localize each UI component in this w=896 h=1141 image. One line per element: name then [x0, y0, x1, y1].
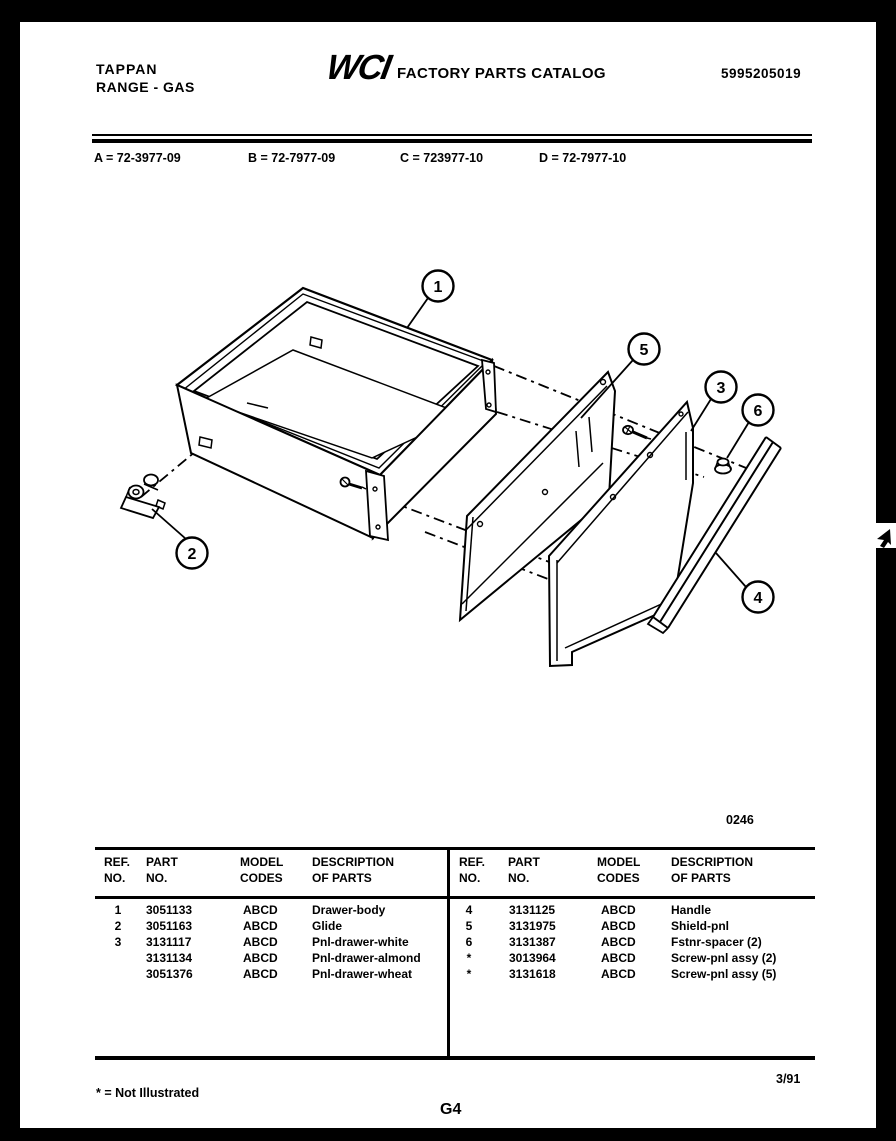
- part-desc: Screw-pnl assy (5): [671, 967, 777, 981]
- callout-4: [716, 553, 774, 613]
- part-desc: Handle: [671, 903, 712, 917]
- part-desc: Pnl-drawer-almond: [312, 951, 421, 965]
- part-desc: Pnl-drawer-wheat: [312, 967, 413, 981]
- not-illustrated-note: * = Not Illustrated: [96, 1086, 200, 1100]
- part-no: 3131387: [509, 935, 556, 949]
- col-header-desc: DESCRIPTION: [312, 855, 395, 869]
- part-no: 3131125: [509, 903, 556, 917]
- scan-cursor-artifact: [874, 523, 896, 548]
- wci-logo: WCI: [323, 48, 393, 87]
- ref-no: 3: [114, 935, 122, 949]
- callout-5-number: 5: [639, 342, 649, 359]
- revision-date: 3/91: [776, 1072, 801, 1086]
- part-no: 3131134: [146, 951, 193, 965]
- model-codes: ABCD: [601, 903, 636, 917]
- model-codes: ABCD: [243, 903, 278, 917]
- table-header-rule: [95, 896, 815, 899]
- callout-2: [152, 509, 208, 569]
- ref-no: 2: [114, 919, 122, 933]
- table-bottom-rule: [95, 1056, 815, 1060]
- callout-2-number: 2: [187, 546, 197, 563]
- ref-no: *: [466, 951, 472, 965]
- col-header-desc2-r: OF PARTS: [671, 871, 731, 885]
- col-header-part2: NO.: [146, 871, 168, 885]
- col-header-ref2: NO.: [104, 871, 126, 885]
- model-codes: ABCD: [243, 935, 278, 949]
- model-codes: ABCD: [601, 967, 636, 981]
- part-no: 3051163: [146, 919, 193, 933]
- col-header-ref-r: REF.: [459, 855, 486, 869]
- ref-no: 5: [465, 919, 473, 933]
- callout-6-number: 6: [753, 403, 763, 420]
- table-center-divider: [447, 847, 450, 1059]
- model-code-c: C = 723977-10: [400, 151, 484, 165]
- brand-line-1: TAPPAN: [96, 61, 158, 77]
- catalog-title: FACTORY PARTS CATALOG: [397, 65, 606, 82]
- panel-screw: [623, 426, 651, 439]
- part-no: 3051133: [146, 903, 193, 917]
- col-header-model2-r: CODES: [597, 871, 640, 885]
- col-header-ref: REF.: [104, 855, 131, 869]
- part-no: 3013964: [509, 951, 556, 965]
- col-header-model: MODEL: [240, 855, 284, 869]
- ref-no: 1: [114, 903, 122, 917]
- callout-1-number: 1: [433, 279, 443, 296]
- col-header-desc-r: DESCRIPTION: [671, 855, 754, 869]
- part-desc: Pnl-drawer-white: [312, 935, 409, 949]
- col-header-desc2: OF PARTS: [312, 871, 372, 885]
- page-label: G4: [440, 1101, 462, 1118]
- table-top-rule: [95, 847, 815, 850]
- model-codes: ABCD: [601, 935, 636, 949]
- model-code-a: A = 72-3977-09: [94, 151, 181, 165]
- part-desc: Shield-pnl: [671, 919, 729, 933]
- callout-3: [691, 372, 737, 432]
- part-desc: Screw-pnl assy (2): [671, 951, 777, 965]
- ref-no: 6: [465, 935, 473, 949]
- col-header-ref2-r: NO.: [459, 871, 481, 885]
- figure-code: 0246: [726, 813, 754, 827]
- part-no: 3131618: [509, 967, 556, 981]
- ref-no: 4: [465, 903, 473, 917]
- col-header-part-r: PART: [508, 855, 540, 869]
- part-desc: Glide: [312, 919, 343, 933]
- col-header-part: PART: [146, 855, 178, 869]
- callout-1: [407, 271, 454, 329]
- model-code-d: D = 72-7977-10: [539, 151, 627, 165]
- ref-no: *: [466, 967, 472, 981]
- model-codes: ABCD: [601, 951, 636, 965]
- model-codes: ABCD: [243, 951, 278, 965]
- model-codes: ABCD: [243, 967, 278, 981]
- part-desc: Drawer-body: [312, 903, 386, 917]
- model-codes: ABCD: [601, 919, 636, 933]
- callout-3-number: 3: [716, 380, 726, 397]
- callout-5: [581, 334, 660, 419]
- part-desc: Fstnr-spacer (2): [671, 935, 762, 949]
- part-no: 3131975: [509, 919, 556, 933]
- fastener-spacer-part: [715, 459, 731, 474]
- model-codes: ABCD: [243, 919, 278, 933]
- callout-4-number: 4: [753, 590, 763, 607]
- drawer-body-part: [177, 288, 496, 540]
- col-header-part2-r: NO.: [508, 871, 530, 885]
- col-header-model2: CODES: [240, 871, 283, 885]
- part-no: 3051376: [146, 967, 193, 981]
- col-header-model-r: MODEL: [597, 855, 641, 869]
- brand-line-2: RANGE - GAS: [96, 79, 195, 95]
- part-no: 3131117: [146, 935, 192, 949]
- model-code-b: B = 72-7977-09: [248, 151, 336, 165]
- publication-number: 5995205019: [721, 66, 802, 81]
